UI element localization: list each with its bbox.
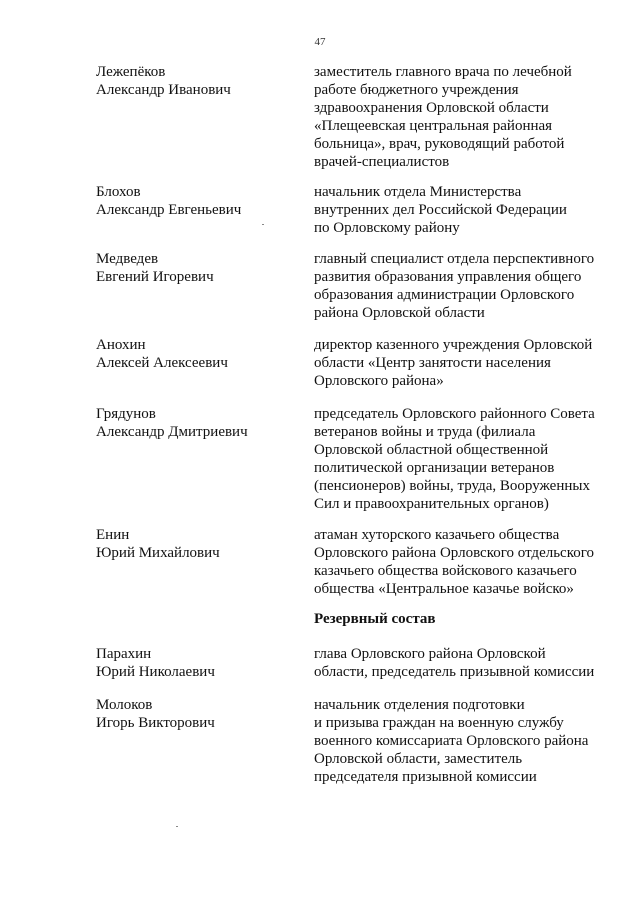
position-line: развития образования управления общего [314, 269, 582, 285]
position-line: общества «Центральное казачье войско» [314, 581, 574, 597]
member-position [314, 183, 614, 237]
given-names: Игорь Викторович [96, 715, 215, 731]
position-line: военного комиссариата Орловского района [314, 733, 589, 749]
position-line: работе бюджетного учреждения [314, 82, 519, 98]
position-line: политической организации ветеранов [314, 460, 555, 476]
member-position [314, 405, 614, 513]
surname: Молоков [96, 697, 153, 713]
surname: Грядунов [96, 406, 156, 422]
given-names: Юрий Николаевич [96, 664, 215, 680]
position-line: Орловской области, заместитель [314, 751, 523, 767]
position-line: казачьего общества войскового казачьего [314, 563, 577, 579]
position-line: (пенсионеров) войны, труда, Вооруженных [314, 478, 590, 494]
position-line: по Орловскому району [314, 220, 460, 236]
position-line: ветеранов войны и труда (филиала [314, 424, 536, 440]
position-line: атаман хуторского казачьего общества [314, 527, 560, 543]
given-names: Александр Иванович [96, 82, 231, 98]
position-line: председатель Орловского районного Совета [314, 406, 595, 422]
member-position [314, 63, 614, 171]
member-position [314, 696, 614, 786]
member-name [96, 250, 306, 286]
scan-speck [262, 224, 264, 225]
position-line: и призыва граждан на военную службу [314, 715, 564, 731]
member-position [314, 336, 614, 390]
position-line: Сил и правоохранительных органов) [314, 496, 549, 512]
member-position [314, 250, 614, 322]
reserve-section-title: Резервный состав [314, 611, 436, 627]
member-name [96, 63, 306, 99]
member-name [96, 336, 306, 372]
surname: Медведев [96, 251, 159, 267]
position-line: района Орловской области [314, 305, 485, 321]
position-line: Орловского района» [314, 373, 444, 389]
member-position [314, 526, 614, 598]
member-name [96, 696, 306, 732]
position-line: внутренних дел Российской Федерации [314, 202, 567, 218]
position-line: глава Орловского района Орловской [314, 646, 546, 662]
position-line: Орловского района Орловского отдельского [314, 545, 595, 561]
member-name [96, 405, 306, 441]
position-line: врачей-специалистов [314, 154, 450, 170]
given-names: Александр Евгеньевич [96, 202, 242, 218]
position-line: главный специалист отдела перспективного [314, 251, 595, 267]
scan-speck [176, 826, 178, 827]
position-line: области, председатель призывной комиссии [314, 664, 595, 680]
position-line: заместитель главного врача по лечебной [314, 64, 572, 80]
position-line: начальник отделения подготовки [314, 697, 525, 713]
position-line: «Плещеевская центральная районная [314, 118, 553, 134]
given-names: Юрий Михайлович [96, 545, 220, 561]
given-names: Алексей Алексеевич [96, 355, 228, 371]
given-names: Евгений Игоревич [96, 269, 214, 285]
position-line: здравоохранения Орловской области [314, 100, 549, 116]
surname: Анохин [96, 337, 146, 353]
member-name [96, 183, 306, 219]
surname: Енин [96, 527, 130, 543]
position-line: начальник отдела Министерства [314, 184, 522, 200]
given-names: Александр Дмитриевич [96, 424, 248, 440]
position-line: председателя призывной комиссии [314, 769, 537, 785]
surname: Лежепёков [96, 64, 166, 80]
position-line: образования администрации Орловского [314, 287, 575, 303]
page-number: 47 [314, 36, 326, 48]
surname: Блохов [96, 184, 141, 200]
surname: Парахин [96, 646, 152, 662]
position-line: больница», врач, руководящий работой [314, 136, 565, 152]
position-line: Орловской областной общественной [314, 442, 549, 458]
member-name [96, 526, 306, 562]
position-line: области «Центр занятости населения [314, 355, 551, 371]
member-name [96, 645, 306, 681]
member-position [314, 645, 614, 681]
position-line: директор казенного учреждения Орловской [314, 337, 593, 353]
